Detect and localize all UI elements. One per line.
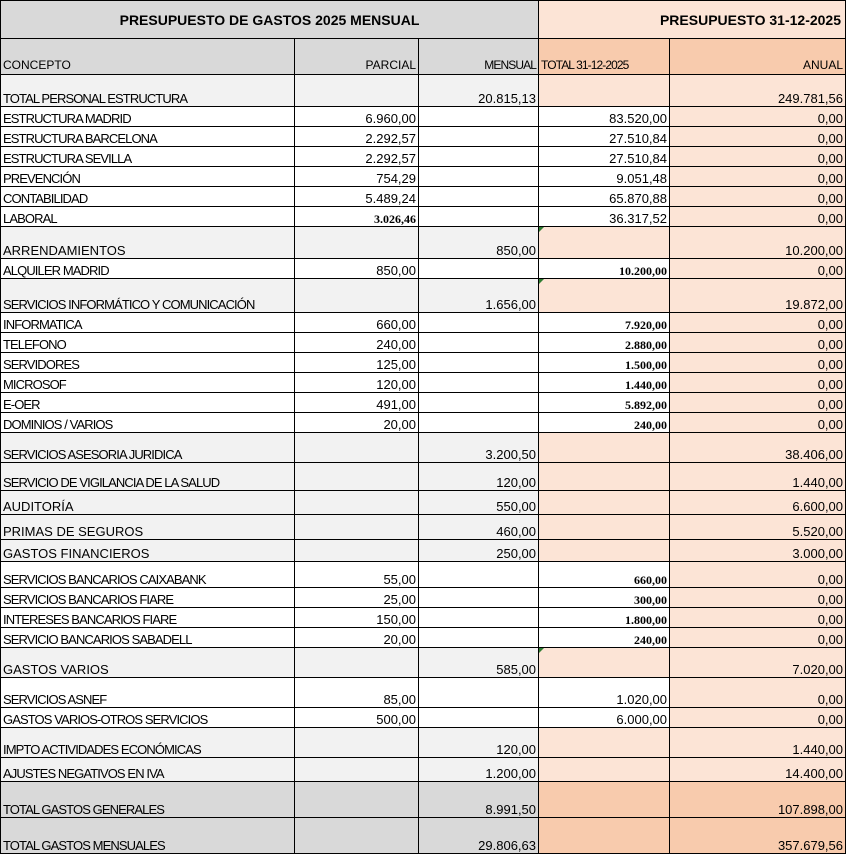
cell-total[interactable]: [539, 279, 670, 313]
cell-mensual[interactable]: 3.200,50: [419, 433, 539, 463]
cell-concepto[interactable]: GASTOS VARIOS: [1, 648, 295, 678]
cell-concepto[interactable]: AUDITORÍA: [1, 491, 295, 515]
cell-anual[interactable]: 0,00: [670, 147, 846, 167]
cell-anual[interactable]: 0,00: [670, 187, 846, 207]
cell-mensual[interactable]: [419, 708, 539, 728]
cell-total[interactable]: [539, 227, 670, 259]
cell-concepto[interactable]: E-OER: [1, 393, 295, 413]
cell-parcial[interactable]: 240,00: [295, 333, 419, 353]
cell-parcial[interactable]: 850,00: [295, 259, 419, 279]
detail-row: [1, 207, 846, 227]
category-row: [1, 515, 846, 540]
cell-anual[interactable]: 0,00: [670, 413, 846, 433]
cell-total[interactable]: [539, 491, 670, 515]
cell-mensual[interactable]: 20.815,13: [419, 75, 539, 107]
cell-anual[interactable]: 0,00: [670, 207, 846, 227]
detail-row: [1, 708, 846, 728]
cell-mensual[interactable]: 1.200,00: [419, 758, 539, 782]
cell-anual[interactable]: 0,00: [670, 313, 846, 333]
cell-parcial[interactable]: 2.292,57: [295, 147, 419, 167]
cell-mensual[interactable]: [419, 167, 539, 187]
cell-concepto[interactable]: SERVICIOS INFORMÁTICO Y COMUNICACIÓN: [1, 279, 295, 313]
cell-anual[interactable]: 1.440,00: [670, 728, 846, 758]
cell-total[interactable]: 65.870,88: [539, 187, 670, 207]
title-left[interactable]: PRESUPUESTO DE GASTOS 2025 MENSUAL: [1, 1, 539, 39]
cell-total[interactable]: [539, 515, 670, 540]
title-right[interactable]: PRESUPUESTO 31-12-2025: [539, 1, 846, 39]
cell-concepto[interactable]: IMPTO ACTIVIDADES ECONÓMICAS: [1, 728, 295, 758]
cell-total[interactable]: 1.440,00: [539, 373, 670, 393]
cell-total[interactable]: [539, 463, 670, 491]
category-row: [1, 491, 846, 515]
cell-anual[interactable]: 6.600,00: [670, 491, 846, 515]
cell-anual[interactable]: 10.200,00: [670, 227, 846, 259]
cell-mensual[interactable]: [419, 628, 539, 648]
header-parcial[interactable]: PARCIAL: [295, 39, 419, 75]
cell-parcial[interactable]: 6.960,00: [295, 107, 419, 127]
cell-mensual[interactable]: [419, 562, 539, 588]
cell-parcial[interactable]: [295, 75, 419, 107]
cell-mensual[interactable]: [419, 393, 539, 413]
detail-row: [1, 588, 846, 608]
cell-parcial[interactable]: 85,00: [295, 678, 419, 708]
cell-anual[interactable]: 19.872,00: [670, 279, 846, 313]
cell-total[interactable]: 1.020,00: [539, 678, 670, 708]
cell-concepto[interactable]: GASTOS FINANCIEROS: [1, 540, 295, 562]
cell-concepto[interactable]: SERVICIOS ASESORIA JURIDICA: [1, 433, 295, 463]
detail-row: [1, 127, 846, 147]
detail-row: [1, 147, 846, 167]
cell-parcial[interactable]: [295, 728, 419, 758]
cell-parcial[interactable]: 660,00: [295, 313, 419, 333]
cell-total[interactable]: [539, 782, 670, 818]
cell-anual[interactable]: 0,00: [670, 708, 846, 728]
cell-total[interactable]: 9.051,48: [539, 167, 670, 187]
category-row: [1, 227, 846, 259]
cell-mensual[interactable]: 29.806,63: [419, 818, 539, 854]
detail-row: [1, 608, 846, 628]
title-row: [1, 1, 846, 39]
cell-concepto[interactable]: CONTABILIDAD: [1, 187, 295, 207]
cell-total[interactable]: 36.317,52: [539, 207, 670, 227]
category-row: [1, 728, 846, 758]
cell-total[interactable]: 240,00: [539, 413, 670, 433]
cell-concepto[interactable]: SERVICIOS ASNEF: [1, 678, 295, 708]
cell-parcial[interactable]: 491,00: [295, 393, 419, 413]
cell-concepto[interactable]: AJUSTES NEGATIVOS EN IVA: [1, 758, 295, 782]
cell-total[interactable]: [539, 818, 670, 854]
cell-concepto[interactable]: MICROSOF: [1, 373, 295, 393]
cell-parcial[interactable]: [295, 782, 419, 818]
category-row: [1, 75, 846, 107]
cell-parcial[interactable]: [295, 758, 419, 782]
cell-parcial[interactable]: [295, 463, 419, 491]
header-mensual[interactable]: MENSUAL: [419, 39, 539, 75]
cell-mensual[interactable]: [419, 678, 539, 708]
cell-parcial[interactable]: [295, 433, 419, 463]
cell-parcial[interactable]: 20,00: [295, 628, 419, 648]
cell-anual[interactable]: 38.406,00: [670, 433, 846, 463]
cell-anual[interactable]: 3.000,00: [670, 540, 846, 562]
detail-row: [1, 373, 846, 393]
cell-total[interactable]: 27.510,84: [539, 127, 670, 147]
detail-row: [1, 393, 846, 413]
header-concepto[interactable]: CONCEPTO: [1, 39, 295, 75]
category-row: [1, 279, 846, 313]
cell-anual[interactable]: 0,00: [670, 628, 846, 648]
cell-total[interactable]: [539, 728, 670, 758]
cell-parcial[interactable]: 25,00: [295, 588, 419, 608]
detail-row: [1, 167, 846, 187]
cell-concepto[interactable]: TOTAL GASTOS MENSUALES: [1, 818, 295, 854]
cell-anual[interactable]: 5.520,00: [670, 515, 846, 540]
cell-anual[interactable]: 0,00: [670, 373, 846, 393]
cell-concepto[interactable]: SERVIDORES: [1, 353, 295, 373]
cell-mensual[interactable]: [419, 127, 539, 147]
cell-parcial[interactable]: [295, 648, 419, 678]
cell-concepto[interactable]: TELEFONO: [1, 333, 295, 353]
cell-mensual[interactable]: [419, 413, 539, 433]
cell-mensual[interactable]: [419, 187, 539, 207]
cell-total[interactable]: [539, 648, 670, 678]
detail-row: [1, 187, 846, 207]
category-row: [1, 648, 846, 678]
category-row: [1, 433, 846, 463]
cell-parcial[interactable]: [295, 491, 419, 515]
cell-parcial[interactable]: 55,00: [295, 562, 419, 588]
cell-concepto[interactable]: ARRENDAMIENTOS: [1, 227, 295, 259]
cell-total[interactable]: 2.880,00: [539, 333, 670, 353]
cell-anual[interactable]: 0,00: [670, 127, 846, 147]
cell-concepto[interactable]: ESTRUCTURA MADRID: [1, 107, 295, 127]
cell-anual[interactable]: 249.781,56: [670, 75, 846, 107]
cell-concepto[interactable]: ESTRUCTURA BARCELONA: [1, 127, 295, 147]
cell-total[interactable]: [539, 75, 670, 107]
cell-parcial[interactable]: 754,29: [295, 167, 419, 187]
cell-mensual[interactable]: 250,00: [419, 540, 539, 562]
cell-parcial[interactable]: 120,00: [295, 373, 419, 393]
cell-mensual[interactable]: [419, 353, 539, 373]
cell-parcial[interactable]: [295, 227, 419, 259]
cell-parcial[interactable]: 3.026,46: [295, 207, 419, 227]
cell-concepto[interactable]: INFORMATICA: [1, 313, 295, 333]
cell-total[interactable]: 6.000,00: [539, 708, 670, 728]
cell-concepto[interactable]: LABORAL: [1, 207, 295, 227]
cell-mensual[interactable]: [419, 588, 539, 608]
cell-concepto[interactable]: TOTAL GASTOS GENERALES: [1, 782, 295, 818]
cell-total[interactable]: 5.892,00: [539, 393, 670, 413]
cell-anual[interactable]: 0,00: [670, 107, 846, 127]
cell-anual[interactable]: 0,00: [670, 678, 846, 708]
cell-mensual[interactable]: [419, 107, 539, 127]
cell-mensual[interactable]: 460,00: [419, 515, 539, 540]
detail-row: [1, 333, 846, 353]
cell-concepto[interactable]: GASTOS VARIOS-OTROS SERVICIOS: [1, 708, 295, 728]
detail-row: [1, 353, 846, 373]
cell-parcial[interactable]: [295, 515, 419, 540]
cell-parcial[interactable]: 150,00: [295, 608, 419, 628]
cell-anual[interactable]: 1.440,00: [670, 463, 846, 491]
cell-mensual[interactable]: 850,00: [419, 227, 539, 259]
detail-row: [1, 678, 846, 708]
cell-total[interactable]: 1.500,00: [539, 353, 670, 373]
cell-anual[interactable]: 0,00: [670, 167, 846, 187]
cell-mensual[interactable]: 585,00: [419, 648, 539, 678]
cell-anual[interactable]: 0,00: [670, 259, 846, 279]
detail-row: [1, 562, 846, 588]
cell-anual[interactable]: 0,00: [670, 333, 846, 353]
cell-concepto[interactable]: ALQUILER MADRID: [1, 259, 295, 279]
cell-mensual[interactable]: [419, 608, 539, 628]
cell-mensual[interactable]: 8.991,50: [419, 782, 539, 818]
detail-row: [1, 107, 846, 127]
cell-parcial[interactable]: [295, 540, 419, 562]
cell-mensual[interactable]: 1.656,00: [419, 279, 539, 313]
cell-total[interactable]: 660,00: [539, 562, 670, 588]
cell-parcial[interactable]: 5.489,24: [295, 187, 419, 207]
cell-mensual[interactable]: [419, 373, 539, 393]
cell-parcial[interactable]: [295, 818, 419, 854]
cell-mensual[interactable]: [419, 313, 539, 333]
column-header-row: [1, 39, 846, 75]
cell-anual[interactable]: 357.679,56: [670, 818, 846, 854]
total-row: [1, 782, 846, 818]
cell-concepto[interactable]: SERVICIO BANCARIOS SABADELL: [1, 628, 295, 648]
cell-anual[interactable]: 0,00: [670, 608, 846, 628]
cell-parcial[interactable]: 2.292,57: [295, 127, 419, 147]
category-row: [1, 540, 846, 562]
cell-parcial[interactable]: 500,00: [295, 708, 419, 728]
cell-concepto[interactable]: TOTAL PERSONAL ESTRUCTURA: [1, 75, 295, 107]
total-row: [1, 818, 846, 854]
cell-total[interactable]: [539, 758, 670, 782]
cell-anual[interactable]: 107.898,00: [670, 782, 846, 818]
cell-anual[interactable]: 14.400,00: [670, 758, 846, 782]
cell-anual[interactable]: 0,00: [670, 353, 846, 373]
cell-concepto[interactable]: DOMINIOS / VARIOS: [1, 413, 295, 433]
cell-total[interactable]: 300,00: [539, 588, 670, 608]
cell-mensual[interactable]: 550,00: [419, 491, 539, 515]
category-row: [1, 758, 846, 782]
detail-row: [1, 628, 846, 648]
cell-concepto[interactable]: INTERESES BANCARIOS FIARE: [1, 608, 295, 628]
cell-concepto[interactable]: PRIMAS DE SEGUROS: [1, 515, 295, 540]
cell-concepto[interactable]: SERVICIOS BANCARIOS CAIXABANK: [1, 562, 295, 588]
category-row: [1, 463, 846, 491]
cell-mensual[interactable]: [419, 259, 539, 279]
cell-parcial[interactable]: 125,00: [295, 353, 419, 373]
cell-mensual[interactable]: 120,00: [419, 463, 539, 491]
cell-total[interactable]: 10.200,00: [539, 259, 670, 279]
cell-concepto[interactable]: SERVICIOS BANCARIOS FIARE: [1, 588, 295, 608]
cell-total[interactable]: 240,00: [539, 628, 670, 648]
cell-anual[interactable]: 7.020,00: [670, 648, 846, 678]
cell-parcial[interactable]: 20,00: [295, 413, 419, 433]
cell-concepto[interactable]: PREVENCIÓN: [1, 167, 295, 187]
cell-anual[interactable]: 0,00: [670, 562, 846, 588]
cell-parcial[interactable]: [295, 279, 419, 313]
cell-total[interactable]: 7.920,00: [539, 313, 670, 333]
cell-total[interactable]: 1.800,00: [539, 608, 670, 628]
cell-total[interactable]: [539, 540, 670, 562]
cell-concepto[interactable]: SERVICIO DE VIGILANCIA DE LA SALUD: [1, 463, 295, 491]
cell-anual[interactable]: 0,00: [670, 588, 846, 608]
cell-total[interactable]: 27.510,84: [539, 147, 670, 167]
cell-mensual[interactable]: 120,00: [419, 728, 539, 758]
cell-mensual[interactable]: [419, 333, 539, 353]
detail-row: [1, 413, 846, 433]
cell-mensual[interactable]: [419, 147, 539, 167]
cell-total[interactable]: [539, 433, 670, 463]
cell-anual[interactable]: 0,00: [670, 393, 846, 413]
detail-row: [1, 259, 846, 279]
cell-total[interactable]: 83.520,00: [539, 107, 670, 127]
header-total[interactable]: TOTAL 31-12-2025: [539, 39, 670, 75]
detail-row: [1, 313, 846, 333]
header-anual[interactable]: ANUAL: [670, 39, 846, 75]
cell-mensual[interactable]: [419, 207, 539, 227]
cell-concepto[interactable]: ESTRUCTURA SEVILLA: [1, 147, 295, 167]
